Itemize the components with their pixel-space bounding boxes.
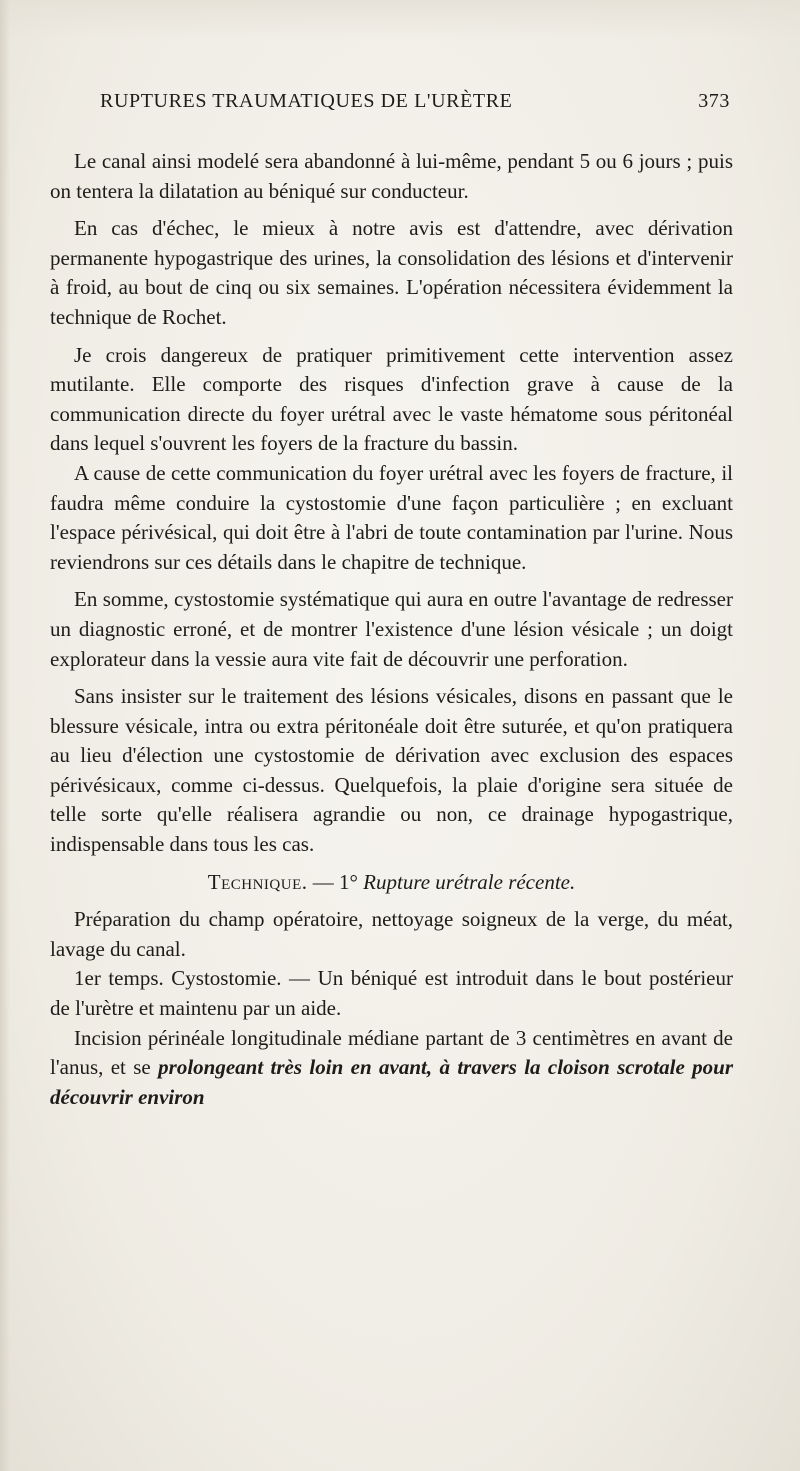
- paragraph: En somme, cystostomie systématique qui aura en outre l'avantage de redresser un diagnostic erroné, et de montrer l'existence d'une lésion vésicale ; un doigt explorateur dans la vessie aura vite fait de découvrir une perforation.: [50, 587, 733, 671]
- paragraph: Le canal ainsi modelé sera abandonné à lui-même, pendant 5 ou 6 jours ; puis on tentera la dilatation au béniqué sur conducteur.: [50, 149, 733, 203]
- paragraph-last: [50, 1024, 733, 1113]
- running-header: [100, 90, 730, 113]
- section-label: Technique.: [207, 869, 308, 894]
- section-dash: —: [312, 869, 334, 894]
- left-edge-shading: [0, 0, 10, 1471]
- paragraph-plain-part: Incision périnéale longitudinale médiane partant de 3 centimètres en avant de l'anus, et se: [50, 1025, 733, 1080]
- paragraph: Préparation du champ opératoire, nettoyage soigneux de la verge, du méat, lavage du canal.: [50, 907, 733, 961]
- section-heading: [50, 868, 733, 898]
- paragraph-italic-part: prolongeant très loin en avant, à travers la cloison scrotale pour découvrir environ: [50, 1055, 733, 1109]
- paragraph: En cas d'échec, le mieux à notre avis est d'attendre, avec dérivation permanente hypogastrique des urines, la consolidation des lésions et d'intervenir à froid, au bout de cinq ou six semaines. L'opération nécessitera évidemment la technique de Rochet.: [50, 216, 733, 329]
- page-number: 373: [698, 90, 730, 112]
- paragraph: Je crois dangereux de pratiquer primitivement cette intervention assez mutilante. Elle comporte des risques d'infection grave à cause de la communication directe du foyer urétral avec le vaste hématome sous péritonéal dans lequel s'ouvrent les foyers de la fracture du bassin.: [50, 342, 733, 456]
- running-title: RUPTURES TRAUMATIQUES DE L'URÈTRE: [100, 90, 513, 112]
- section-number: 1°: [339, 869, 358, 894]
- paragraph: 1er temps. Cystostomie. — Un béniqué est introduit dans le bout postérieur de l'urètre et maintenu par un aide.: [50, 966, 733, 1021]
- paragraph: A cause de cette communication du foyer urétral avec les foyers de fracture, il faudra même conduire la cystostomie d'une façon particulière ; en excluant l'espace périvésical, qui doit être à l'abri de toute contamination par l'urine. Nous reviendrons sur ces détails dans le chapitre de technique.: [50, 460, 733, 574]
- section-title: Rupture urétrale récente.: [363, 869, 576, 894]
- paragraph: Sans insister sur le traitement des lésions vésicales, disons en passant que le blessure vésicale, intra ou extra péritonéale doit être suturée, et qu'on pratiquera au lieu d'élection une cystostomie de dérivation avec exclusion des espaces périvésicaux, comme ci-dessus. Quelquefois, la plaie d'origine sera située de telle sorte qu'elle réalisera agrandie ou non, ce drainage hypogastrique, indispensable dans tous les cas.: [50, 684, 733, 857]
- body-text: [50, 147, 733, 1112]
- top-page-shading: [0, 0, 800, 40]
